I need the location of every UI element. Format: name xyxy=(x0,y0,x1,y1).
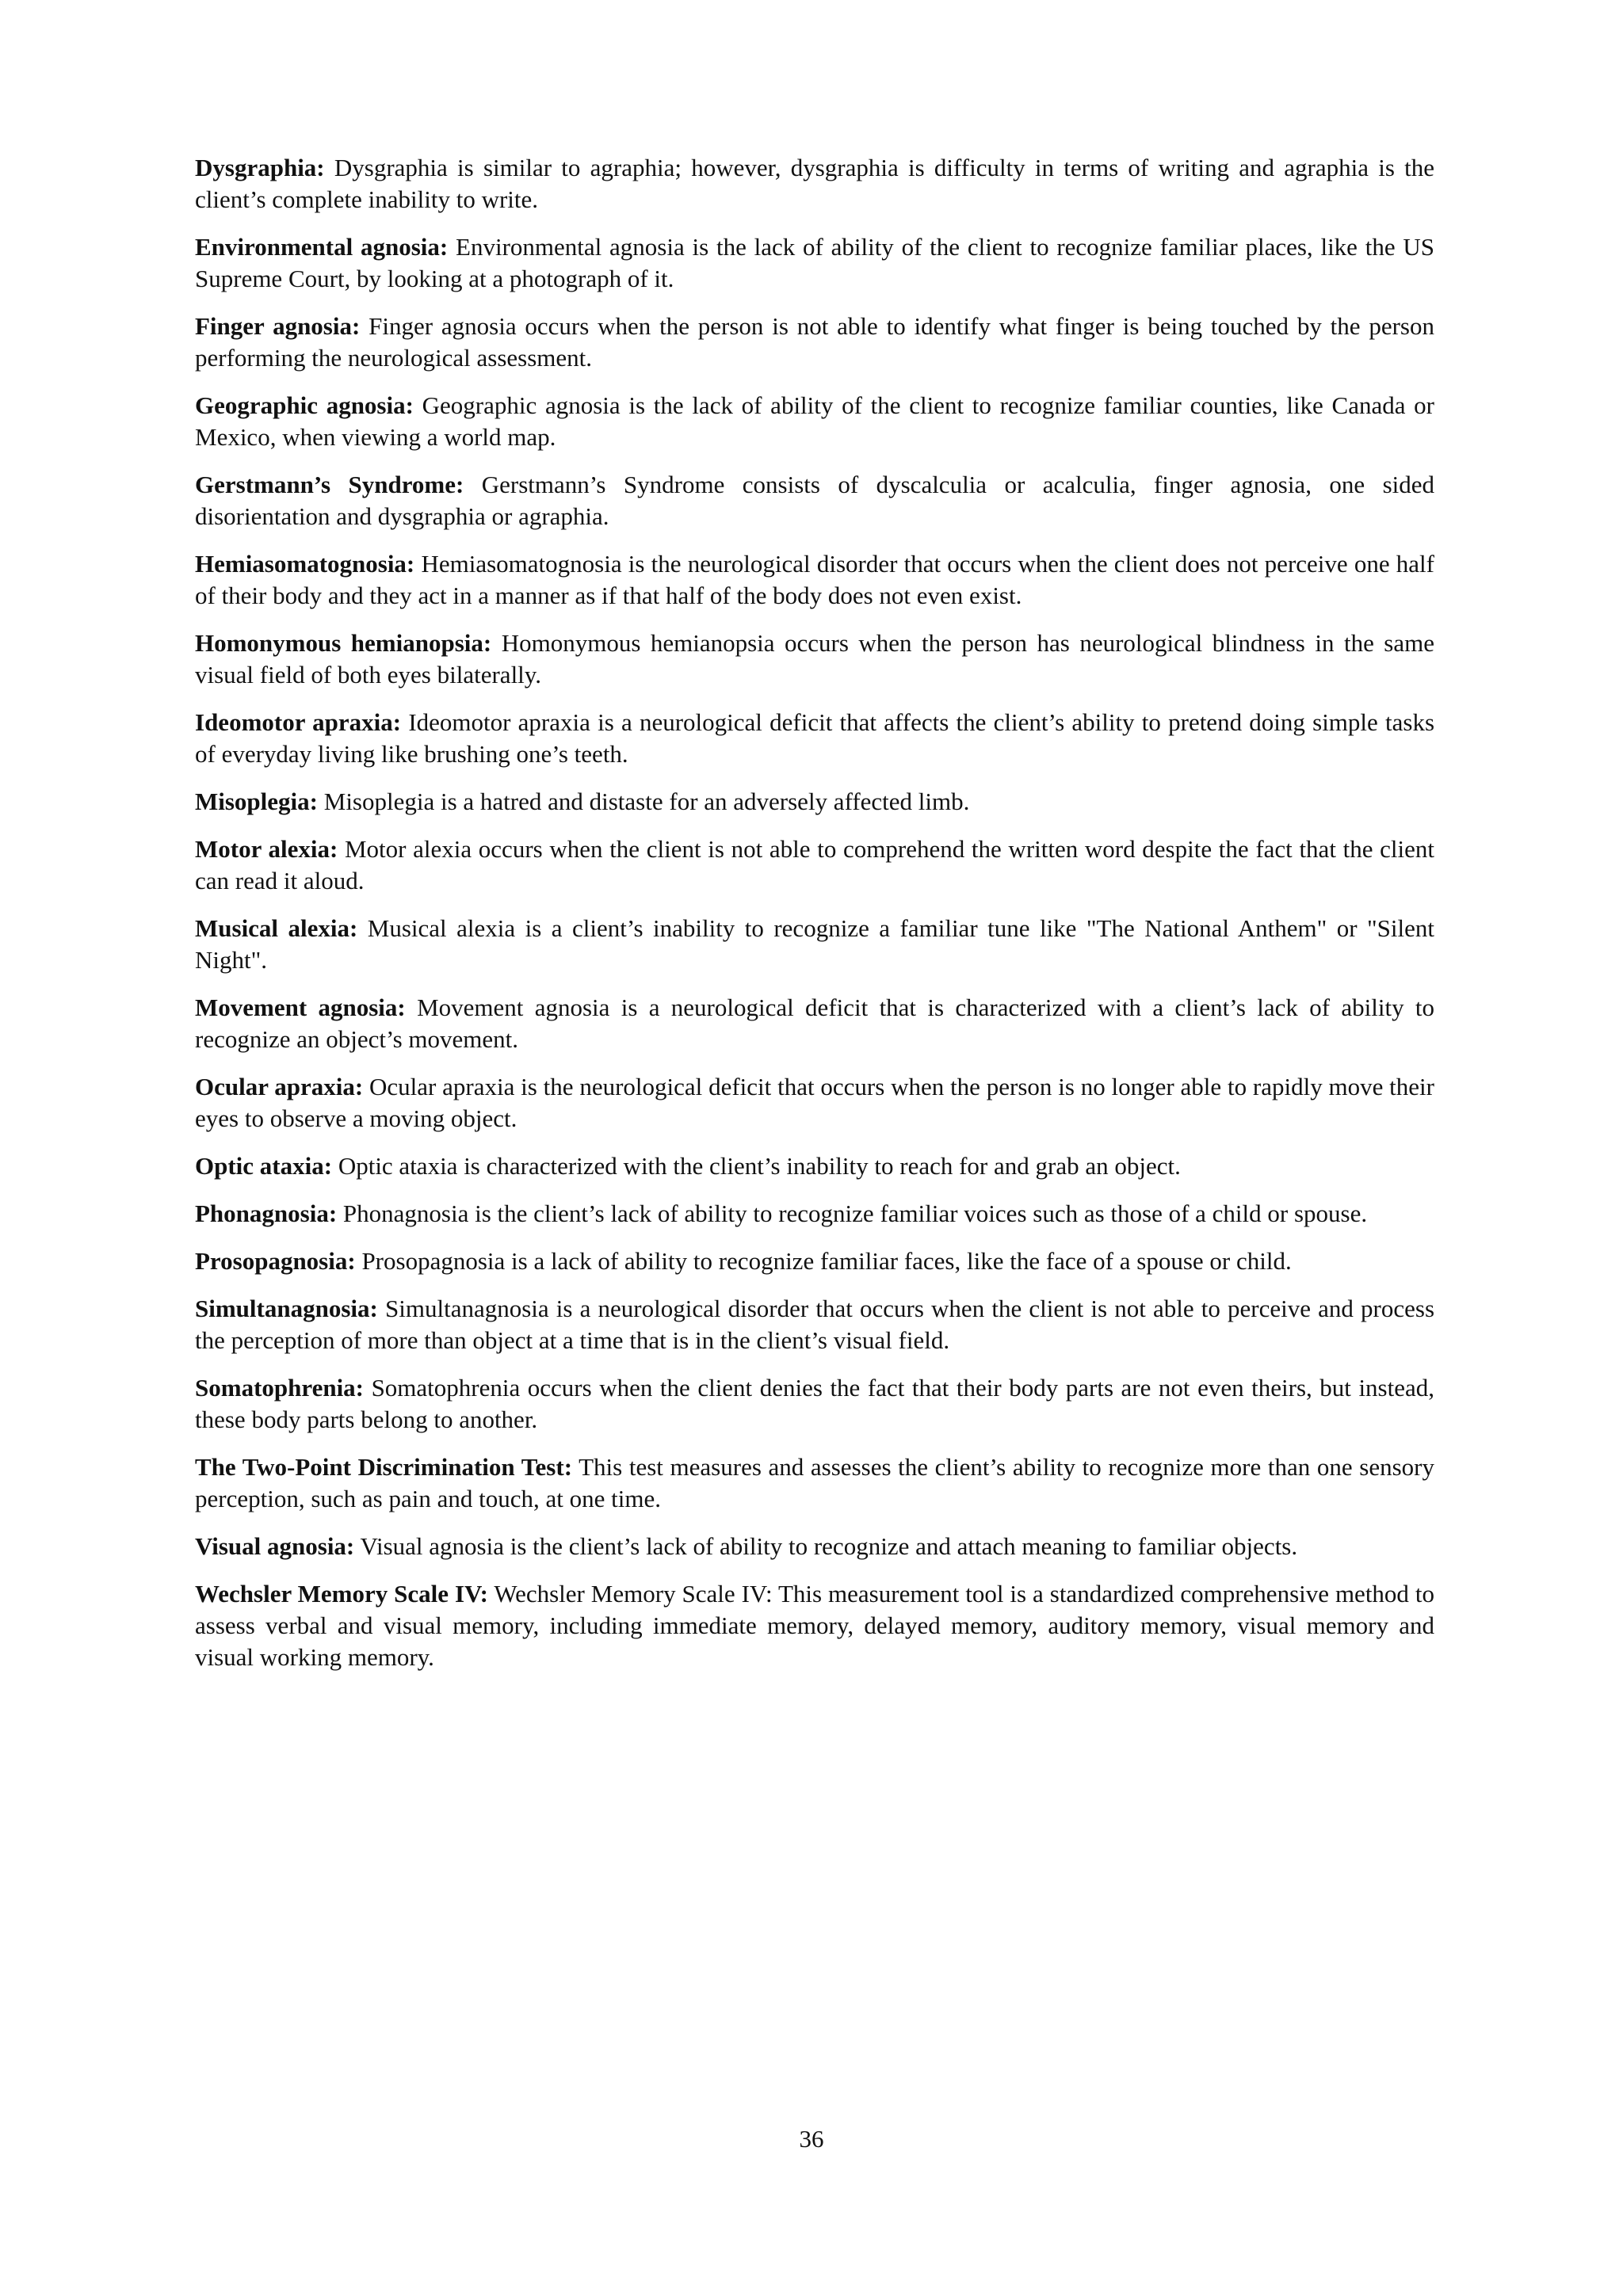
glossary-term: Finger agnosia: xyxy=(195,312,361,340)
glossary-entry xyxy=(195,1198,1434,1230)
glossary-definition: Dysgraphia is similar to agraphia; however, dysgraphia is difficulty in terms of writing and agraphia is the client’s complete inability to write. xyxy=(195,154,1435,213)
glossary-term: Ideomotor apraxia: xyxy=(195,708,402,736)
glossary-definition: Motor alexia occurs when the client is not able to comprehend the written word despite the fact that the client can read it aloud. xyxy=(195,835,1435,894)
glossary-entry xyxy=(195,707,1434,770)
glossary-definition: Musical alexia is a client’s inability to recognize a familiar tune like "The National Anthem" or "Silent Night". xyxy=(195,914,1434,974)
glossary-definition: Gerstmann’s Syndrome consists of dyscalculia or acalculia, finger agnosia, one sided disorientation and dysgraphia or agraphia. xyxy=(195,471,1435,530)
glossary-definition: Movement agnosia is a neurological deficit that is characterized with a client’s lack of ability to recognize an object’s movement. xyxy=(195,994,1435,1053)
page-number: 36 xyxy=(799,2125,824,2153)
glossary-term: Dysgraphia: xyxy=(195,154,325,181)
glossary-term: The Two-Point Discrimination Test: xyxy=(195,1453,573,1481)
glossary-entry xyxy=(195,1071,1434,1135)
glossary-entry xyxy=(195,1372,1434,1436)
glossary-entry xyxy=(195,833,1434,897)
glossary-term: Gerstmann’s Syndrome: xyxy=(195,471,464,498)
glossary-term: Visual agnosia: xyxy=(195,1532,355,1560)
glossary-term: Wechsler Memory Scale IV: xyxy=(195,1580,488,1608)
glossary-definition: Visual agnosia is the client’s lack of ability to recognize and attach meaning to familiar objects. xyxy=(360,1532,1298,1560)
glossary-term: Homonymous hemianopsia: xyxy=(195,629,492,657)
glossary-definition: Hemiasomatognosia is the neurological disorder that occurs when the client does not perceive one half of their body and they act in a manner as if that half of the body does not even exist. xyxy=(195,550,1434,609)
glossary-entry xyxy=(195,1451,1434,1515)
glossary-entry xyxy=(195,1531,1434,1562)
glossary-entry xyxy=(195,992,1434,1055)
glossary-term: Environmental agnosia: xyxy=(195,233,449,261)
glossary-list xyxy=(195,152,1434,1689)
glossary-definition: Phonagnosia is the client’s lack of ability to recognize familiar voices such as those of a child or spouse. xyxy=(342,1199,1368,1227)
glossary-definition: Optic ataxia is characterized with the client’s inability to reach for and grab an object. xyxy=(338,1152,1181,1180)
glossary-entry xyxy=(195,469,1434,532)
glossary-term: Geographic agnosia: xyxy=(195,391,414,419)
glossary-definition: Environmental agnosia is the lack of ability of the client to recognize familiar places, like the US Supreme Court, by looking at a photograph of it. xyxy=(195,233,1434,292)
glossary-term: Misoplegia: xyxy=(195,788,318,815)
glossary-entry xyxy=(195,231,1434,295)
glossary-entry xyxy=(195,786,1434,818)
glossary-definition: Geographic agnosia is the lack of ability of the client to recognize familiar counties, like Canada or Mexico, when viewing a world map. xyxy=(195,391,1435,451)
glossary-definition: Ocular apraxia is the neurological deficit that occurs when the person is no longer able to rapidly move their eyes to observe a moving object. xyxy=(195,1073,1434,1132)
glossary-term: Somatophrenia: xyxy=(195,1374,365,1402)
glossary-term: Hemiasomatognosia: xyxy=(195,550,415,578)
glossary-definition: Ideomotor apraxia is a neurological deficit that affects the client’s ability to pretend doing simple tasks of everyday living like brushing one’s teeth. xyxy=(195,708,1435,768)
glossary-entry xyxy=(195,627,1434,691)
glossary-entry xyxy=(195,1245,1434,1277)
glossary-entry xyxy=(195,913,1434,976)
glossary-term: Musical alexia: xyxy=(195,914,358,942)
glossary-term: Optic ataxia: xyxy=(195,1152,333,1180)
glossary-entry xyxy=(195,1150,1434,1182)
glossary-definition: Prosopagnosia is a lack of ability to recognize familiar faces, like the face of a spouse or child. xyxy=(361,1247,1292,1275)
glossary-entry xyxy=(195,548,1434,612)
glossary-term: Motor alexia: xyxy=(195,835,338,863)
glossary-term: Ocular apraxia: xyxy=(195,1073,364,1100)
glossary-definition: Finger agnosia occurs when the person is not able to identify what finger is being touched by the person performing the neurological assessment. xyxy=(195,312,1434,372)
glossary-definition: Homonymous hemianopsia occurs when the person has neurological blindness in the same visual field of both eyes bilaterally. xyxy=(195,629,1435,688)
glossary-entry xyxy=(195,1578,1434,1673)
glossary-entry xyxy=(195,1293,1434,1356)
glossary-definition: Misoplegia is a hatred and distaste for an adversely affected limb. xyxy=(323,788,970,815)
glossary-term: Simultanagnosia: xyxy=(195,1295,378,1322)
glossary-entry xyxy=(195,390,1434,453)
glossary-definition: Somatophrenia occurs when the client denies the fact that their body parts are not even theirs, but instead, these body parts belong to another. xyxy=(195,1374,1434,1433)
glossary-definition: This test measures and assesses the client’s ability to recognize more than one sensory perception, such as pain and touch, at one time. xyxy=(195,1453,1434,1512)
glossary-definition: Simultanagnosia is a neurological disorder that occurs when the client is not able to perceive and process the perception of more than object at a time that is in the client’s visual field. xyxy=(195,1295,1435,1354)
glossary-term: Phonagnosia: xyxy=(195,1199,338,1227)
glossary-entry xyxy=(195,311,1434,374)
glossary-term: Prosopagnosia: xyxy=(195,1247,356,1275)
glossary-entry xyxy=(195,152,1434,215)
glossary-definition: Wechsler Memory Scale IV: This measurement tool is a standardized comprehensive method to assess verbal and visual memory, including immediate memory, delayed memory, auditory memory, visual memory and visual working memory. xyxy=(195,1580,1434,1671)
glossary-term: Movement agnosia: xyxy=(195,994,406,1021)
